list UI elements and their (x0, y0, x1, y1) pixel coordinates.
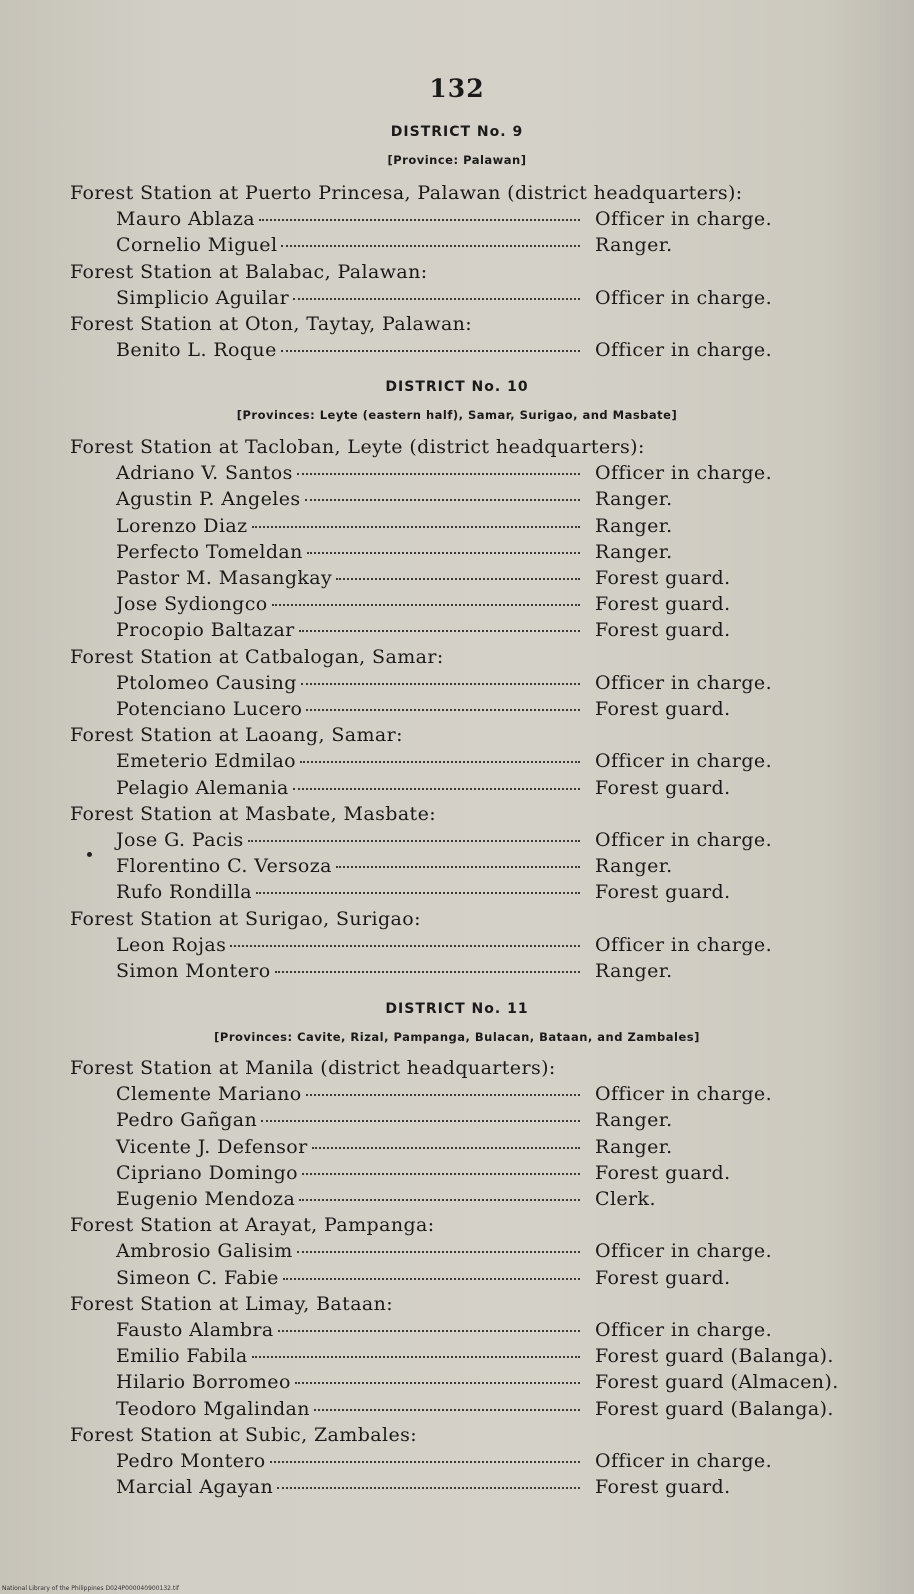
staff-role: Officer in charge. (595, 1083, 773, 1106)
staff-name: Eugenio Mendoza (116, 1188, 296, 1210)
leader-dots (278, 1330, 580, 1332)
staff-row (116, 1476, 586, 1498)
staff-name: Mauro Ablaza (116, 208, 256, 231)
station-heading: Forest Station at Laoang, Samar: (70, 724, 403, 747)
leader-dots (299, 1199, 580, 1201)
staff-role: Forest guard (Almacen). (595, 1371, 839, 1394)
station-heading: Forest Station at Catbalogan, Samar: (70, 645, 444, 668)
staff-role: Forest guard (Balanga). (595, 1397, 834, 1420)
staff-name: Simplicio Aguilar (116, 286, 290, 309)
staff-row (116, 287, 586, 309)
staff-role: Officer in charge. (595, 339, 773, 362)
staff-role: Officer in charge. (595, 462, 773, 485)
staff-name: Marcial Agayan (116, 1476, 274, 1499)
station-heading: Forest Station at Tacloban, Leyte (district headquarters): (70, 436, 645, 458)
staff-role: Ranger. (595, 1109, 673, 1132)
staff-name: Fausto Alambra (116, 1319, 274, 1341)
leader-dots (305, 499, 580, 501)
staff-role: Ranger. (595, 960, 673, 982)
staff-name: Hilario Borromeo (116, 1371, 291, 1394)
staff-row (116, 1188, 586, 1210)
staff-row (116, 777, 586, 799)
staff-role: Ranger. (595, 1135, 673, 1158)
staff-row (116, 855, 586, 877)
leader-dots (295, 1382, 580, 1384)
staff-role: Forest guard (Balanga). (595, 1345, 834, 1368)
leader-dots (248, 840, 580, 842)
staff-name: Clemente Mariano (116, 1083, 302, 1106)
leader-dots (301, 683, 580, 685)
staff-name: Pelagio Alemania (116, 776, 289, 799)
leader-dots (272, 604, 580, 606)
scan-footer: National Library of the Philippines D024P000040900132.tif (2, 1585, 180, 1592)
staff-row (116, 960, 586, 982)
staff-role: Officer in charge. (595, 1319, 773, 1341)
staff-name: Pastor M. Masangkay (116, 567, 333, 589)
staff-role: Officer in charge. (595, 750, 773, 773)
leader-dots (281, 245, 580, 247)
page-number: 132 (429, 74, 485, 103)
staff-row (116, 488, 586, 510)
staff-row (116, 462, 586, 484)
staff-name: Lorenzo Diaz (116, 514, 248, 537)
staff-row (116, 593, 586, 615)
staff-name: Pedro Montero (116, 1450, 266, 1472)
staff-row (116, 1398, 586, 1420)
staff-name: Vicente J. Defensor (116, 1135, 308, 1158)
staff-role: Ranger. (595, 540, 673, 563)
staff-name: Rufo Rondilla (116, 881, 252, 904)
staff-row (116, 672, 586, 694)
leader-dots (297, 473, 580, 475)
district-provinces: [Provinces: Leyte (eastern half), Samar, Surigao, and Masbate] (236, 408, 678, 422)
staff-name: Benito L. Roque (116, 339, 277, 362)
staff-name: Ambrosio Galisim (116, 1240, 293, 1263)
station-heading: Forest Station at Masbate, Masbate: (70, 802, 437, 825)
staff-row (116, 881, 586, 903)
leader-dots (283, 1278, 580, 1280)
staff-row (116, 750, 586, 772)
staff-name: Cornelio Miguel (116, 234, 278, 257)
staff-name: Simon Montero (116, 960, 271, 982)
station-heading: Forest Station at Balabac, Palawan: (70, 260, 428, 283)
leader-dots (261, 1120, 580, 1122)
staff-role: Ranger. (595, 514, 673, 537)
stray-mark (87, 852, 92, 857)
leader-dots (336, 578, 580, 580)
district-provinces: [Province: Palawan] (387, 153, 527, 167)
station-heading: Forest Station at Puerto Princesa, Palawan (district headquarters): (70, 182, 743, 204)
staff-row (116, 541, 586, 563)
leader-dots (300, 761, 580, 763)
district-title: DISTRICT No. 10 (385, 379, 529, 395)
leader-dots (252, 1356, 580, 1358)
staff-row (116, 1083, 586, 1105)
staff-name: Adriano V. Santos (116, 462, 293, 485)
staff-row (116, 339, 586, 361)
staff-role: Officer in charge. (595, 829, 773, 851)
staff-row (116, 1319, 586, 1341)
staff-role: Clerk. (595, 1188, 656, 1210)
staff-role: Forest guard. (595, 567, 731, 589)
staff-name: Simeon C. Fabie (116, 1266, 279, 1289)
leader-dots (306, 709, 580, 711)
staff-role: Officer in charge. (595, 286, 773, 309)
staff-name: Agustin P. Angeles (116, 488, 301, 511)
district-provinces: [Provinces: Cavite, Rizal, Pampanga, Bulacan, Bataan, and Zambales] (214, 1030, 700, 1044)
staff-role: Ranger. (595, 855, 673, 878)
staff-name: Leon Rojas (116, 933, 227, 956)
leader-dots (302, 1173, 580, 1175)
staff-name: Florentino C. Versoza (116, 855, 332, 878)
station-heading: Forest Station at Arayat, Pampanga: (70, 1214, 435, 1237)
leader-dots (259, 219, 580, 221)
leader-dots (299, 630, 580, 632)
staff-row (116, 1136, 586, 1158)
leader-dots (293, 298, 580, 300)
staff-row (116, 698, 586, 720)
leader-dots (270, 1461, 580, 1463)
staff-name: Potenciano Lucero (116, 698, 303, 720)
district-title: DISTRICT No. 11 (385, 1001, 529, 1017)
staff-row (116, 1450, 586, 1472)
station-heading: Forest Station at Surigao, Surigao: (70, 907, 421, 930)
staff-name: Jose Sydiongco (116, 593, 268, 616)
leader-dots (336, 866, 580, 868)
staff-row (116, 208, 586, 230)
leader-dots (312, 1147, 580, 1149)
staff-row (116, 567, 586, 589)
leader-dots (314, 1409, 580, 1411)
staff-row (116, 829, 586, 851)
leader-dots (256, 892, 580, 894)
staff-name: Cipriano Domingo (116, 1161, 298, 1184)
leader-dots (230, 945, 580, 947)
staff-row (116, 1267, 586, 1289)
staff-name: Ptolomeo Causing (116, 671, 297, 694)
leader-dots (277, 1487, 580, 1489)
staff-role: Forest guard. (595, 593, 731, 616)
staff-row (116, 234, 586, 256)
staff-name: Perfecto Tomeldan (116, 540, 303, 563)
staff-role: Forest guard. (595, 619, 731, 642)
leader-dots (281, 350, 580, 352)
staff-role: Ranger. (595, 234, 673, 257)
staff-role: Forest guard. (595, 1266, 731, 1289)
leader-dots (293, 788, 580, 790)
leader-dots (307, 552, 580, 554)
staff-role: Forest guard. (595, 881, 731, 904)
staff-role: Forest guard. (595, 1476, 731, 1499)
staff-row (116, 1162, 586, 1184)
staff-role: Forest guard. (595, 698, 731, 720)
staff-name: Pedro Gañgan (116, 1109, 258, 1132)
staff-row (116, 1371, 586, 1393)
staff-role: Officer in charge. (595, 208, 773, 231)
staff-role: Officer in charge. (595, 1240, 773, 1263)
leader-dots (275, 971, 580, 973)
staff-row (116, 1345, 586, 1367)
staff-name: Jose G. Pacis (116, 829, 244, 851)
district-title: DISTRICT No. 9 (390, 124, 524, 140)
staff-row (116, 934, 586, 956)
staff-role: Officer in charge. (595, 1450, 773, 1472)
station-heading: Forest Station at Subic, Zambales: (70, 1423, 418, 1446)
staff-name: Emeterio Edmilao (116, 750, 297, 773)
staff-row (116, 1240, 586, 1262)
leader-dots (306, 1094, 580, 1096)
staff-role: Officer in charge. (595, 933, 773, 956)
staff-role: Forest guard. (595, 776, 731, 799)
staff-role: Forest guard. (595, 1161, 731, 1184)
station-heading: Forest Station at Manila (district headquarters): (70, 1057, 556, 1079)
staff-name: Emilio Fabila (116, 1345, 248, 1368)
staff-row (116, 515, 586, 537)
staff-name: Procopio Baltazar (116, 619, 295, 642)
station-heading: Forest Station at Oton, Taytay, Palawan: (70, 313, 473, 335)
staff-role: Officer in charge. (595, 671, 773, 694)
station-heading: Forest Station at Limay, Bataan: (70, 1292, 394, 1315)
leader-dots (252, 526, 580, 528)
staff-name: Teodoro Mgalindan (116, 1397, 310, 1420)
staff-row (116, 1109, 586, 1131)
staff-role: Ranger. (595, 488, 673, 511)
leader-dots (297, 1251, 580, 1253)
staff-row (116, 619, 586, 641)
